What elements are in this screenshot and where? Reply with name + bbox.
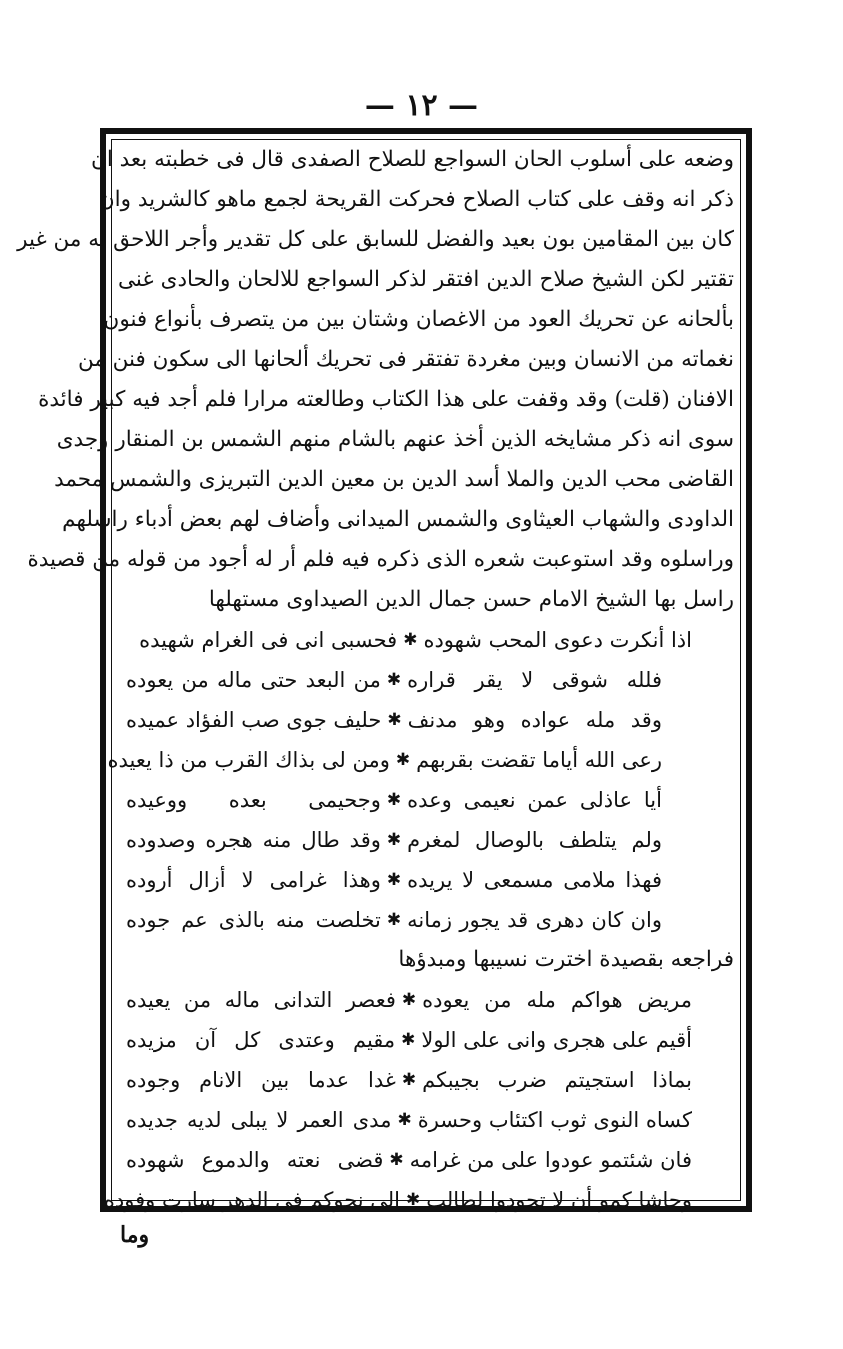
text-block	[17, 140, 734, 1220]
verse-line	[118, 1020, 734, 1060]
asterisk-separator: ✱	[401, 1030, 416, 1050]
page-number: — ١٢ —	[364, 88, 479, 123]
verse-line	[118, 1140, 734, 1180]
verse-second-hemistich: حليف جوى صب الفؤاد عميده	[126, 708, 382, 732]
prose-line: ذكر انه وقف على كتاب الصلاح فحركت القريحة لجمع ماهو كالشريد وان	[98, 187, 734, 212]
prose-line: تقتير لكن الشيخ صلاح الدين افتقر لذكر السواجع للالحان والحادى غنى	[118, 267, 734, 292]
asterisk-separator: ✱	[387, 710, 402, 730]
verse-first-hemistich: رعى الله أياما تقضت بقربهم	[416, 748, 662, 772]
verse-first-hemistich: اذا أنكرت دعوى المحب شهوده	[423, 628, 692, 652]
verse-first-hemistich: فهذا ملامى مسمعى لا يريده	[407, 868, 662, 892]
prose-line: سوى انه ذكر مشايخه الذين أخذ عنهم بالشام منهم الشمس بن المنقار وجدى	[56, 427, 734, 452]
prose-line: وضعه على أسلوب الحان السواجع للصلاح الصفدى قال فى خطبته بعد ان	[91, 147, 734, 172]
verse-second-hemistich: وقد طال منه هجره وصدوده	[126, 828, 381, 852]
verse-line	[103, 1180, 734, 1220]
prose-line: بألحانه عن تحريك العود من الاغصان وشتان بين من يتصرف بأنواع فنون	[103, 307, 734, 332]
verse-line	[118, 660, 734, 700]
prose-line: القاضى محب الدين والملا أسد الدين بن معين الدين التبريزى والشمس محمد	[54, 467, 734, 492]
prose-line: راسل بها الشيخ الامام حسن جمال الدين الصيداوى مستهلها	[208, 587, 734, 612]
verse-line	[107, 740, 734, 780]
verse-line	[118, 620, 734, 660]
verse-second-hemistich: فحسبى انى فى الغرام شهيده	[139, 628, 398, 652]
prose-line: الافنان (قلت) وقد وقفت على هذا الكتاب وطالعته مرارا فلم أجد فيه كبير فائدة	[38, 387, 734, 412]
verse-first-hemistich: وان كان دهرى قد يجور زمانه	[407, 908, 662, 932]
verse-first-hemistich: وحاشا كمو أن لا تجودوا لطالب	[426, 1188, 692, 1212]
verse-second-hemistich: مدى العمر لا يبلى لديه جديده	[126, 1108, 392, 1132]
asterisk-separator: ✱	[386, 790, 402, 810]
verse-second-hemistich: تخلصت منه بالذى عم جوده	[126, 908, 381, 932]
verse-first-hemistich: فان شئتمو عودوا على من غرامه	[409, 1148, 692, 1172]
verse-second-hemistich: من البعد حتى ماله من يعوده	[126, 668, 381, 692]
prose-line: فراجعه بقصيدة اخترت نسيبها ومبدؤها	[398, 947, 734, 972]
asterisk-separator: ✱	[403, 630, 418, 650]
asterisk-separator: ✱	[386, 870, 402, 890]
verse-first-hemistich: ولم يتلطف بالوصال لمغرم	[407, 828, 662, 852]
verse-line	[118, 980, 734, 1020]
verse-line	[118, 860, 734, 900]
verse-first-hemistich: أقيم على هجرى وانى على الولا	[421, 1028, 692, 1052]
verse-line	[118, 900, 734, 940]
asterisk-separator: ✱	[386, 910, 402, 930]
verse-second-hemistich: غدا عدما بين الانام وجوده	[126, 1068, 396, 1092]
asterisk-separator: ✱	[389, 1150, 404, 1170]
verse-first-hemistich: وقد مله عواده وهو مدنف	[407, 708, 662, 732]
verse-second-hemistich: مقيم وعتدى كل آن مزيده	[126, 1028, 396, 1052]
asterisk-separator: ✱	[397, 1110, 412, 1130]
asterisk-separator: ✱	[401, 1070, 417, 1090]
verse-second-hemistich: الى نحوكم فى الدهر سارت وفوده	[103, 1188, 401, 1212]
asterisk-separator: ✱	[395, 750, 411, 770]
prose-line: نغماته من الانسان وبين مغردة تفتقر فى تحريك ألحانها الى سكون فنن من	[77, 347, 734, 372]
asterisk-separator: ✱	[406, 1190, 421, 1210]
verse-second-hemistich: قضى نعته والدموع شهوده	[126, 1148, 384, 1172]
verse-line	[118, 820, 734, 860]
verse-first-hemistich: أيا عاذلى عمن نعيمى وعده	[407, 788, 662, 812]
asterisk-separator: ✱	[386, 670, 402, 690]
verse-second-hemistich: ومن لى بذاك القرب من ذا يعيده	[107, 748, 390, 772]
verse-first-hemistich: كساه النوى ثوب اكتئاب وحسرة	[417, 1108, 692, 1132]
asterisk-separator: ✱	[386, 830, 402, 850]
verse-line	[118, 1060, 734, 1100]
prose-line: كان بين المقامين بون بعيد والفضل للسابق على كل تقدير وأجر اللاحق له من غير	[17, 227, 734, 252]
verse-first-hemistich: بماذا استجيتم ضرب بجيبكم	[422, 1068, 692, 1092]
verse-line	[118, 780, 734, 820]
catchword: وما	[120, 1222, 150, 1248]
verse-line	[118, 700, 734, 740]
prose-line: الداودى والشهاب العيثاوى والشمس الميدانى وأضاف لهم بعض أدباء راسلهم	[62, 507, 734, 532]
verse-second-hemistich: وهذا غرامى لا أزال أروده	[126, 868, 381, 892]
verse-line	[118, 1100, 734, 1140]
verse-first-hemistich: فلله شوقى لا يقر قراره	[407, 668, 662, 692]
prose-line: وراسلوه وقد استوعبت شعره الذى ذكره فيه فلم أر له أجود من قوله من قصيدة	[27, 547, 734, 572]
verse-first-hemistich: مريض هواكم مله من يعوده	[422, 988, 692, 1012]
verse-second-hemistich: وجحيمى بعده ووعيده	[126, 788, 381, 812]
verse-second-hemistich: فعصر التدانى ماله من يعيده	[126, 988, 396, 1012]
asterisk-separator: ✱	[401, 990, 417, 1010]
